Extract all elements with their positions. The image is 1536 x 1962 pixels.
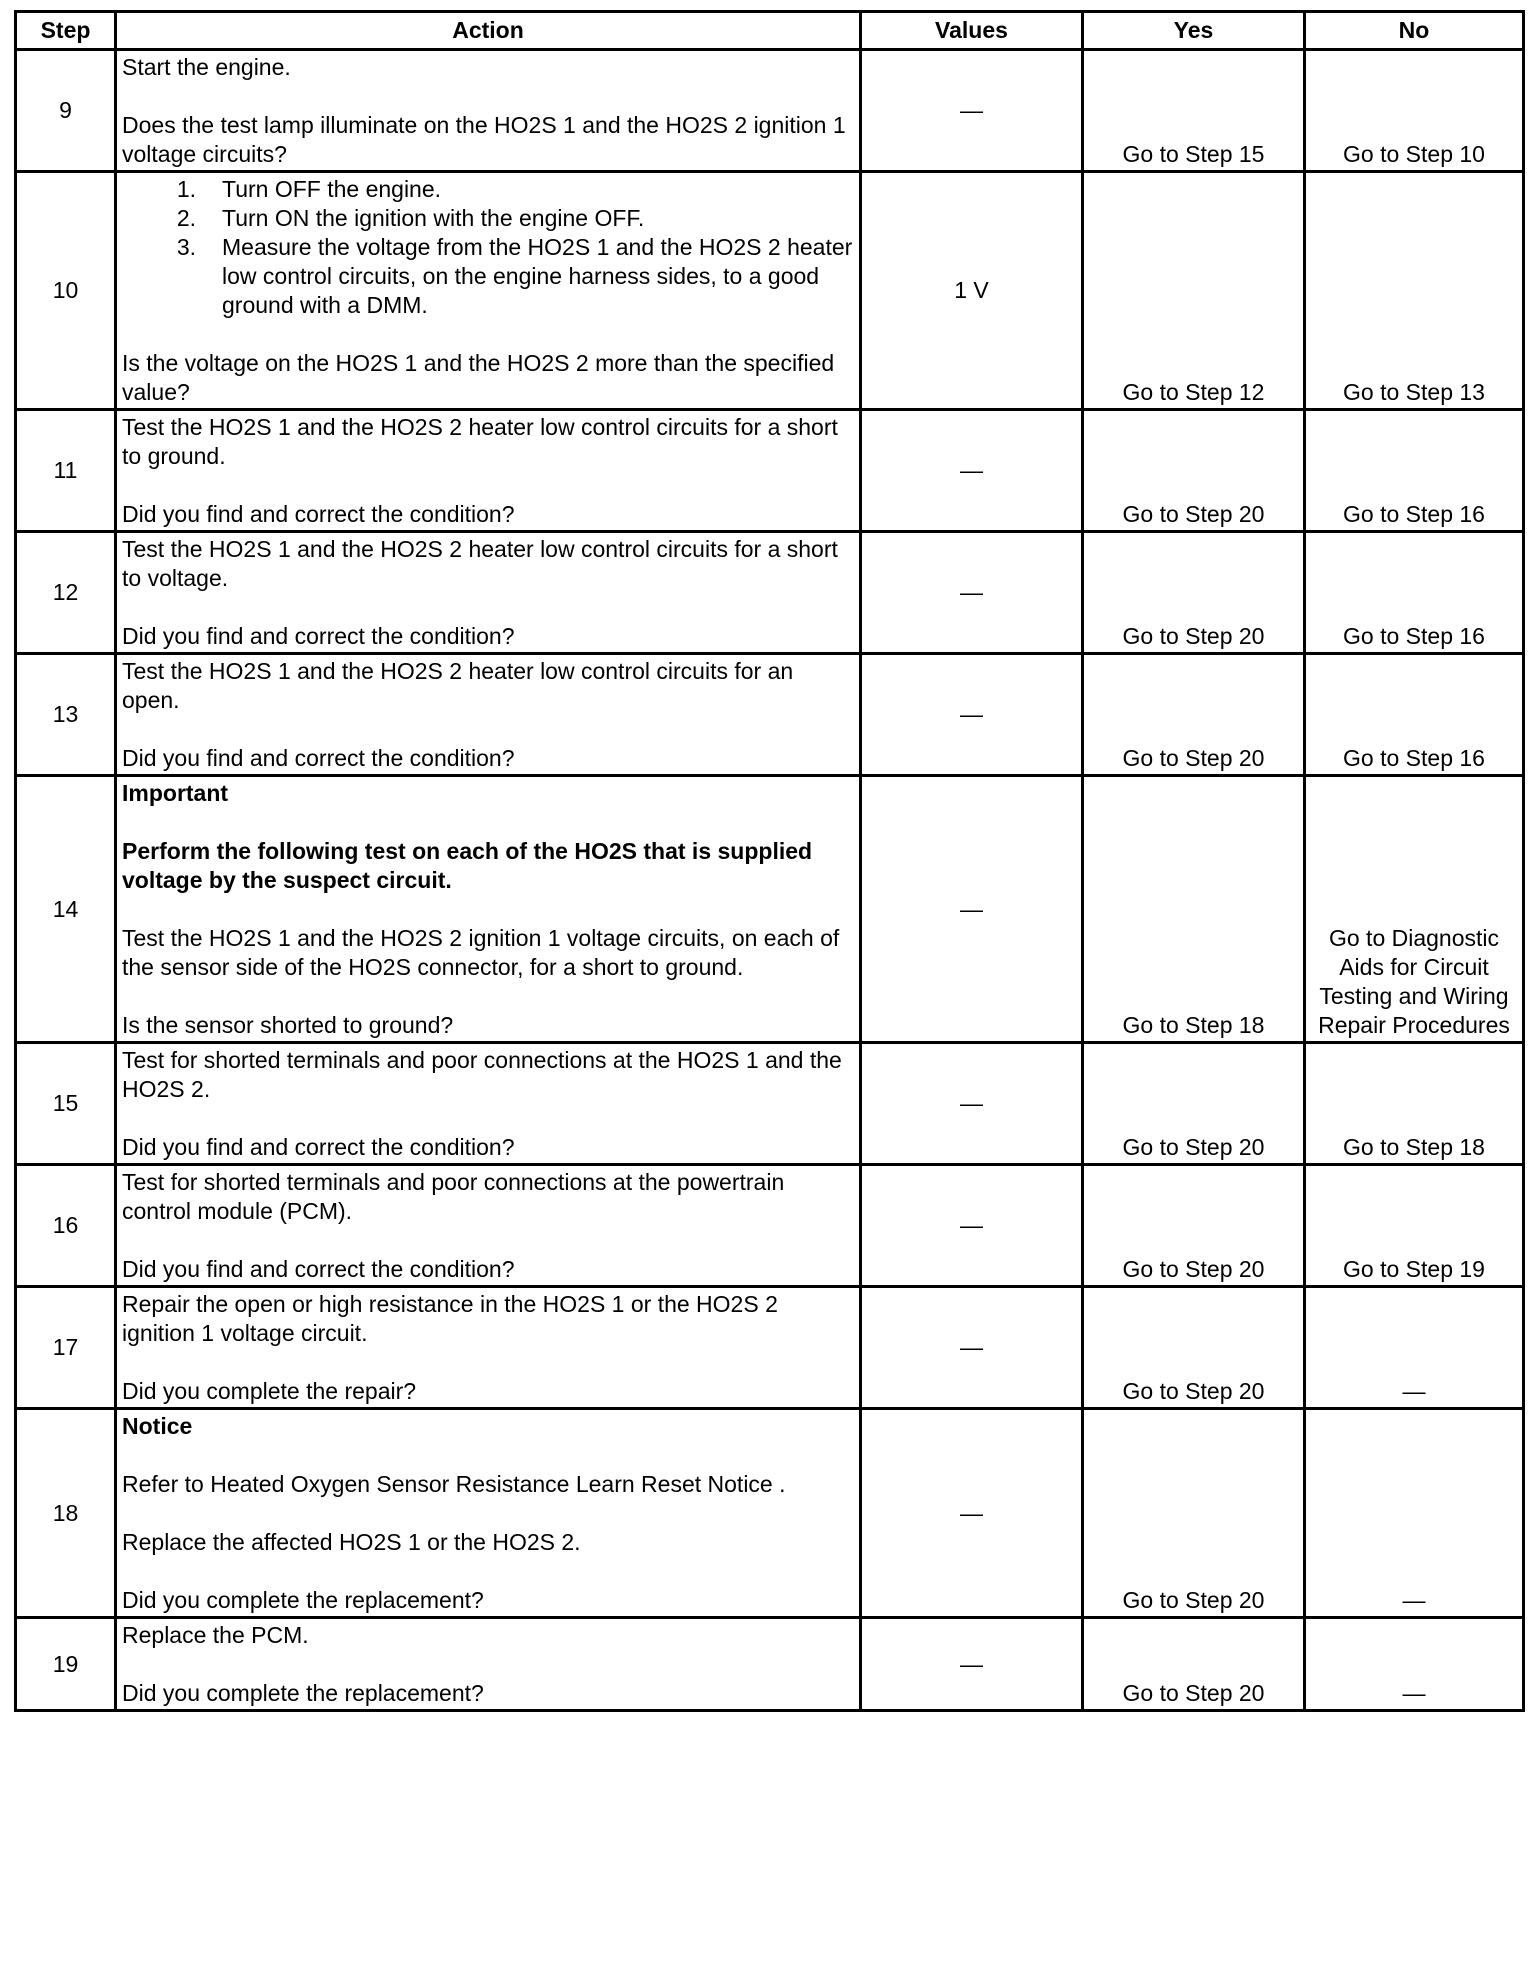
header-values: Values bbox=[861, 12, 1083, 50]
value-cell: — bbox=[861, 654, 1083, 776]
paragraph-spacer bbox=[122, 895, 853, 924]
action-text: Does the test lamp illuminate on the HO2S 1 and the HO2S 2 ignition 1 voltage circuits? bbox=[122, 112, 846, 167]
value-cell: — bbox=[861, 50, 1083, 172]
procedure-item-number: 3. bbox=[176, 234, 196, 260]
procedure-item-text: Turn ON the ignition with the engine OFF. bbox=[222, 205, 645, 231]
action-text: Test the HO2S 1 and the HO2S 2 heater low control circuits for a short to voltage. bbox=[122, 536, 838, 591]
action-text: Is the sensor shorted to ground? bbox=[122, 1012, 454, 1038]
paragraph-spacer bbox=[122, 1499, 853, 1528]
paragraph-spacer bbox=[122, 1104, 853, 1133]
header-step: Step bbox=[16, 12, 116, 50]
no-result: — bbox=[1305, 1618, 1524, 1711]
step-number: 19 bbox=[16, 1618, 116, 1711]
procedure-item bbox=[122, 204, 853, 233]
header-no: No bbox=[1305, 12, 1524, 50]
diagnostic-table bbox=[14, 10, 1525, 1712]
value-cell: — bbox=[861, 776, 1083, 1043]
no-result: Go to Step 19 bbox=[1305, 1165, 1524, 1287]
action-cell bbox=[116, 50, 861, 172]
table-row bbox=[16, 1165, 1524, 1287]
paragraph-spacer bbox=[122, 982, 853, 1011]
step-number: 12 bbox=[16, 532, 116, 654]
paragraph-spacer bbox=[122, 471, 853, 500]
procedure-list bbox=[122, 175, 853, 320]
step-number: 16 bbox=[16, 1165, 116, 1287]
action-text: Did you find and correct the condition? bbox=[122, 1134, 515, 1160]
yes-result: Go to Step 20 bbox=[1083, 1043, 1305, 1165]
paragraph-spacer bbox=[122, 1650, 853, 1679]
step-number: 9 bbox=[16, 50, 116, 172]
step-number: 10 bbox=[16, 172, 116, 410]
paragraph-spacer bbox=[122, 808, 853, 837]
yes-result: Go to Step 12 bbox=[1083, 172, 1305, 410]
procedure-item-number: 2. bbox=[176, 205, 196, 231]
action-cell bbox=[116, 410, 861, 532]
action-text: Repair the open or high resistance in the HO2S 1 or the HO2S 2 ignition 1 voltage circuit. bbox=[122, 1291, 778, 1346]
table-row bbox=[16, 654, 1524, 776]
action-heading: Important bbox=[122, 780, 229, 806]
action-cell bbox=[116, 1043, 861, 1165]
action-text: Start the engine. bbox=[122, 54, 291, 80]
action-text: Did you find and correct the condition? bbox=[122, 623, 515, 649]
table-row bbox=[16, 1287, 1524, 1409]
paragraph-spacer bbox=[122, 593, 853, 622]
procedure-item-text: Turn OFF the engine. bbox=[222, 176, 442, 202]
action-text: Replace the PCM. bbox=[122, 1622, 309, 1648]
action-text: Did you complete the replacement? bbox=[122, 1587, 484, 1613]
step-number: 13 bbox=[16, 654, 116, 776]
procedure-item-number: 1. bbox=[176, 176, 196, 202]
action-text: Test for shorted terminals and poor connections at the powertrain control module (PCM). bbox=[122, 1169, 785, 1224]
action-cell bbox=[116, 1409, 861, 1618]
step-number: 18 bbox=[16, 1409, 116, 1618]
table-row bbox=[16, 776, 1524, 1043]
no-result: Go to Step 16 bbox=[1305, 532, 1524, 654]
paragraph-spacer bbox=[122, 1348, 853, 1377]
action-heading: Perform the following test on each of the HO2S that is supplied voltage by the suspect circuit. bbox=[122, 838, 813, 893]
value-cell: 1 V bbox=[861, 172, 1083, 410]
no-result: Go to Step 13 bbox=[1305, 172, 1524, 410]
action-cell bbox=[116, 1287, 861, 1409]
action-cell bbox=[116, 532, 861, 654]
action-text: Did you complete the replacement? bbox=[122, 1680, 484, 1706]
table-body bbox=[16, 50, 1524, 1711]
action-cell bbox=[116, 654, 861, 776]
action-text: Test the HO2S 1 and the HO2S 2 heater low control circuits for an open. bbox=[122, 658, 794, 713]
step-number: 11 bbox=[16, 410, 116, 532]
paragraph-spacer bbox=[122, 715, 853, 744]
no-result: — bbox=[1305, 1409, 1524, 1618]
paragraph-spacer bbox=[122, 1226, 853, 1255]
value-cell: — bbox=[861, 532, 1083, 654]
action-cell bbox=[116, 776, 861, 1043]
value-cell: — bbox=[861, 1043, 1083, 1165]
action-text: Test for shorted terminals and poor connections at the HO2S 1 and the HO2S 2. bbox=[122, 1047, 842, 1102]
no-result: — bbox=[1305, 1287, 1524, 1409]
action-cell bbox=[116, 1618, 861, 1711]
no-result: Go to Step 18 bbox=[1305, 1043, 1524, 1165]
yes-result: Go to Step 20 bbox=[1083, 1618, 1305, 1711]
action-cell bbox=[116, 172, 861, 410]
table-row bbox=[16, 1618, 1524, 1711]
yes-result: Go to Step 15 bbox=[1083, 50, 1305, 172]
yes-result: Go to Step 20 bbox=[1083, 1165, 1305, 1287]
table-row bbox=[16, 410, 1524, 532]
procedure-item-text: Measure the voltage from the HO2S 1 and the HO2S 2 heater low control circuits, on the engine harness sides, to a good ground with a DMM. bbox=[222, 234, 853, 318]
action-heading: Notice bbox=[122, 1413, 193, 1439]
table-row bbox=[16, 172, 1524, 410]
action-text: Test the HO2S 1 and the HO2S 2 heater low control circuits for a short to ground. bbox=[122, 414, 838, 469]
value-cell: — bbox=[861, 1409, 1083, 1618]
step-number: 17 bbox=[16, 1287, 116, 1409]
procedure-item bbox=[122, 233, 853, 320]
header-row bbox=[16, 12, 1524, 50]
value-cell: — bbox=[861, 410, 1083, 532]
step-number: 14 bbox=[16, 776, 116, 1043]
action-text: Did you find and correct the condition? bbox=[122, 745, 515, 771]
no-result: Go to Diagnostic Aids for Circuit Testing and Wiring Repair Procedures bbox=[1305, 776, 1524, 1043]
table-header bbox=[16, 12, 1524, 50]
paragraph-spacer bbox=[122, 320, 853, 349]
step-number: 15 bbox=[16, 1043, 116, 1165]
yes-result: Go to Step 20 bbox=[1083, 532, 1305, 654]
value-cell: — bbox=[861, 1618, 1083, 1711]
action-text: Is the voltage on the HO2S 1 and the HO2S 2 more than the specified value? bbox=[122, 350, 835, 405]
action-cell bbox=[116, 1165, 861, 1287]
action-text: Did you find and correct the condition? bbox=[122, 501, 515, 527]
yes-result: Go to Step 18 bbox=[1083, 776, 1305, 1043]
table-row bbox=[16, 1043, 1524, 1165]
table-row bbox=[16, 532, 1524, 654]
no-result: Go to Step 16 bbox=[1305, 654, 1524, 776]
header-action: Action bbox=[116, 12, 861, 50]
action-text: Did you find and correct the condition? bbox=[122, 1256, 515, 1282]
action-text: Did you complete the repair? bbox=[122, 1378, 417, 1404]
paragraph-spacer bbox=[122, 82, 853, 111]
procedure-item bbox=[122, 175, 853, 204]
header-yes: Yes bbox=[1083, 12, 1305, 50]
table-row bbox=[16, 1409, 1524, 1618]
action-text: Replace the affected HO2S 1 or the HO2S 2. bbox=[122, 1529, 581, 1555]
action-text: Test the HO2S 1 and the HO2S 2 ignition 1 voltage circuits, on each of the sensor side of the HO2S connector, for a short to ground. bbox=[122, 925, 840, 980]
value-cell: — bbox=[861, 1287, 1083, 1409]
action-text: Refer to Heated Oxygen Sensor Resistance Learn Reset Notice . bbox=[122, 1471, 786, 1497]
no-result: Go to Step 16 bbox=[1305, 410, 1524, 532]
yes-result: Go to Step 20 bbox=[1083, 1287, 1305, 1409]
paragraph-spacer bbox=[122, 1441, 853, 1470]
yes-result: Go to Step 20 bbox=[1083, 1409, 1305, 1618]
yes-result: Go to Step 20 bbox=[1083, 654, 1305, 776]
table-row bbox=[16, 50, 1524, 172]
yes-result: Go to Step 20 bbox=[1083, 410, 1305, 532]
paragraph-spacer bbox=[122, 1557, 853, 1586]
no-result: Go to Step 10 bbox=[1305, 50, 1524, 172]
value-cell: — bbox=[861, 1165, 1083, 1287]
